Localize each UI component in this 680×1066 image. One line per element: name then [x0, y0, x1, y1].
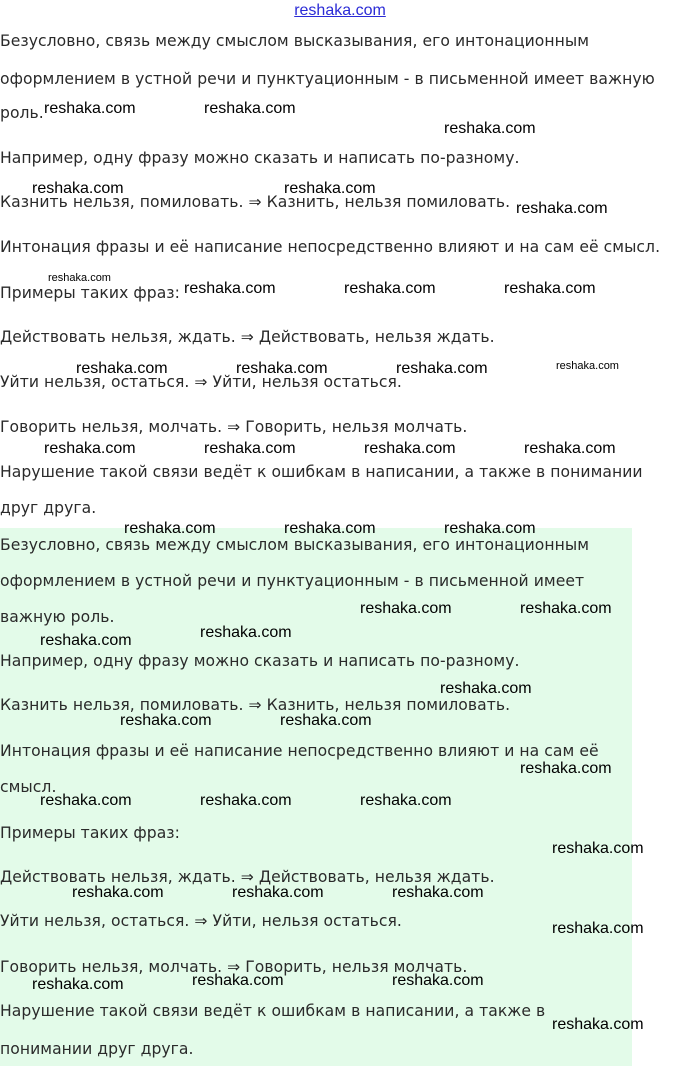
watermark: reshaka.com: [40, 792, 132, 809]
watermark: reshaka.com: [192, 972, 284, 989]
text-line: Уйти нельзя, остаться. ⇒ Уйти, нельзя остаться.: [0, 373, 402, 391]
text-line: Нарушение такой связи ведёт к ошибкам в написании, а также в: [0, 1002, 546, 1020]
watermark: reshaka.com: [44, 440, 136, 457]
text-line: оформлением в устной речи и пунктуационным - в письменной имеет важную: [0, 70, 655, 88]
watermark: reshaka.com: [552, 920, 644, 937]
watermark: reshaka.com: [516, 200, 608, 217]
watermark: reshaka.com: [396, 360, 488, 377]
watermark: reshaka.com: [120, 712, 212, 729]
site-link[interactable]: reshaka.com: [294, 2, 386, 19]
watermark: reshaka.com: [204, 100, 296, 117]
text-line: смысл.: [0, 778, 57, 796]
watermark: reshaka.com: [392, 884, 484, 901]
text-line: Примеры таких фраз:: [0, 824, 180, 842]
watermark: reshaka.com: [444, 520, 536, 537]
text-line: друг друга.: [0, 499, 97, 517]
text-line: Говорить нельзя, молчать. ⇒ Говорить, нельзя молчать.: [0, 958, 468, 976]
watermark: reshaka.com: [524, 440, 616, 457]
watermark: reshaka.com: [344, 280, 436, 297]
watermark: reshaka.com: [552, 1016, 644, 1033]
watermark: reshaka.com: [200, 792, 292, 809]
text-line: Например, одну фразу можно сказать и написать по-разному.: [0, 652, 520, 670]
text-line: Интонация фразы и её написание непосредственно влияют и на сам её: [0, 742, 599, 760]
watermark: reshaka.com: [360, 792, 452, 809]
text-line: Безусловно, связь между смыслом высказывания, его интонационным: [0, 536, 590, 554]
watermark: reshaka.com: [440, 680, 532, 697]
text-line: Говорить нельзя, молчать. ⇒ Говорить, нельзя молчать.: [0, 418, 468, 436]
text-line: роль.: [0, 104, 44, 122]
watermark: reshaka.com: [284, 520, 376, 537]
watermark: reshaka.com: [444, 120, 536, 137]
watermark: reshaka.com: [32, 976, 124, 993]
text-line: Казнить нельзя, помиловать. ⇒ Казнить, нельзя помиловать.: [0, 696, 511, 714]
text-line: Действовать нельзя, ждать. ⇒ Действовать, нельзя ждать.: [0, 868, 495, 886]
watermark: reshaka.com: [284, 180, 376, 197]
watermark: reshaka.com: [280, 712, 372, 729]
watermark: reshaka.com: [504, 280, 596, 297]
watermark: reshaka.com: [520, 600, 612, 617]
text-line: Например, одну фразу можно сказать и написать по-разному.: [0, 149, 520, 167]
watermark: reshaka.com: [552, 840, 644, 857]
watermark: reshaka.com: [232, 884, 324, 901]
text-line: Действовать нельзя, ждать. ⇒ Действовать, нельзя ждать.: [0, 328, 495, 346]
text-line: Примеры таких фраз:: [0, 284, 180, 302]
watermark: reshaka.com: [364, 440, 456, 457]
watermark: reshaka.com: [124, 520, 216, 537]
text-line: Интонация фразы и её написание непосредственно влияют и на сам её смысл.: [0, 238, 661, 256]
watermark: reshaka.com: [204, 440, 296, 457]
watermark: reshaka.com: [32, 180, 124, 197]
text-line: оформлением в устной речи и пунктуационным - в письменной имеет: [0, 572, 585, 590]
watermark: reshaka.com: [200, 624, 292, 641]
watermark: reshaka.com: [72, 884, 164, 901]
watermark: reshaka.com: [48, 272, 111, 284]
watermark: reshaka.com: [44, 100, 136, 117]
watermark: reshaka.com: [236, 360, 328, 377]
watermark: reshaka.com: [556, 360, 619, 372]
text-line: важную роль.: [0, 608, 115, 626]
text-line: Уйти нельзя, остаться. ⇒ Уйти, нельзя остаться.: [0, 912, 402, 930]
watermark: reshaka.com: [184, 280, 276, 297]
text-line: Нарушение такой связи ведёт к ошибкам в написании, а также в понимании: [0, 463, 643, 481]
watermark: reshaka.com: [392, 972, 484, 989]
text-line: Казнить нельзя, помиловать. ⇒ Казнить, нельзя помиловать.: [0, 193, 511, 211]
watermark: reshaka.com: [360, 600, 452, 617]
watermark: reshaka.com: [40, 632, 132, 649]
text-line: понимании друг друга.: [0, 1040, 194, 1058]
watermark: reshaka.com: [76, 360, 168, 377]
watermark: reshaka.com: [520, 760, 612, 777]
text-line: Безусловно, связь между смыслом высказывания, его интонационным: [0, 32, 590, 50]
